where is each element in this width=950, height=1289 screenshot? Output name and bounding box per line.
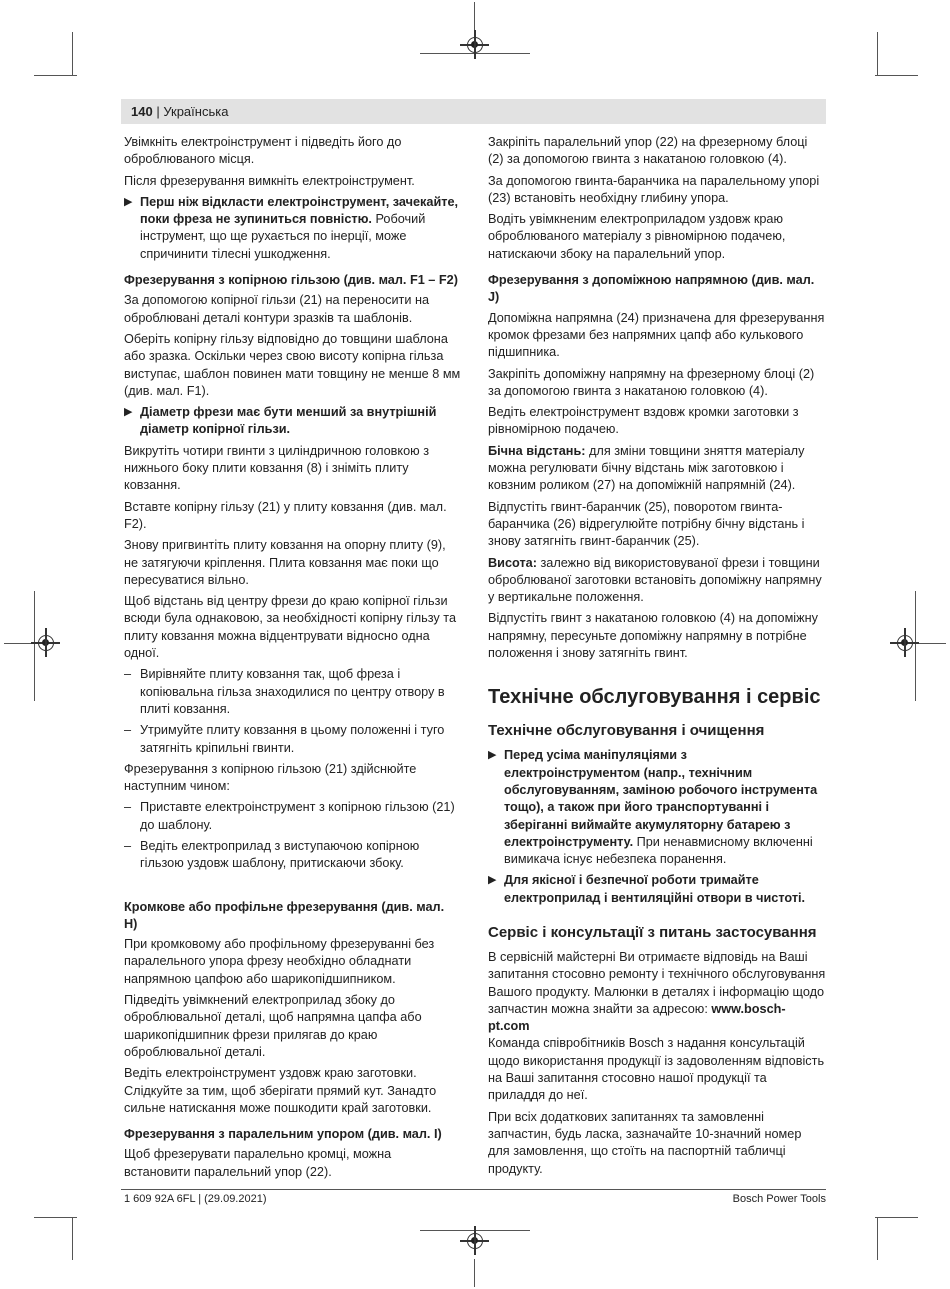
warning-item xyxy=(124,404,461,439)
crop-mark xyxy=(34,75,77,76)
paragraph: Викрутіть чотири гвинти з циліндричною головкою з нижнього боку плити ковзання (8) і зніміть плиту ковзання. xyxy=(124,443,430,493)
triangle-right-icon: ▶ xyxy=(124,195,133,208)
crop-mark xyxy=(34,591,35,701)
warning-item xyxy=(124,194,461,263)
crop-mark xyxy=(474,2,475,30)
warning-bold: Діаметр фрези має бути менший за внутрішній діаметр копірної гільзи. xyxy=(140,405,437,437)
paragraph-text: залежно від використовуваної фрези і товщини оброблюваної заготовки встановіть допоміжну напрямну у вертикальне положення. xyxy=(488,555,822,605)
crop-mark xyxy=(915,591,916,701)
paragraph: Відпустіть гвинт-баранчик (25), поворотом гвинта-баранчика (26) відрегулюйте потрібну бічну відстань і знову затягніть гвинт-баранчик (25). xyxy=(488,499,805,549)
registration-mark-icon xyxy=(467,37,483,53)
paragraph xyxy=(488,443,826,495)
footer-rule xyxy=(121,1189,826,1190)
crop-mark xyxy=(875,1217,918,1218)
crop-mark xyxy=(34,1217,77,1218)
warning-bold: Перш ніж відкласти електроінструмент, зачекайте, поки фреза не зупиниться повністю. xyxy=(140,194,459,227)
paragraph: Оберіть копірну гільзу відповідно до товщини шаблона або зразка. Оскільки через свою висоту копірна гільза виступає, шаблон повинен мати товщину не менше 8 мм (див. мал. F1). xyxy=(124,331,461,398)
side-distance-label: Бічна відстань: xyxy=(488,443,586,458)
registration-mark-icon xyxy=(38,635,54,651)
warning-text: Робочий інструмент, що ще рухається по інерції, може спричинити тілесні ушкодження. xyxy=(140,212,426,261)
dash-bullet: – xyxy=(124,838,132,853)
list-item-text: Утримуйте плиту ковзання в цьому положенні і туго затягніть кріпильні гвинти. xyxy=(140,723,445,755)
dash-bullet: – xyxy=(124,800,132,815)
dash-bullet: – xyxy=(124,723,132,738)
crop-mark xyxy=(918,643,946,644)
crop-mark xyxy=(72,1217,73,1260)
list-item xyxy=(124,799,461,834)
section-heading: Фрезерування з копірною гільзою (див. мал. F1 – F2) xyxy=(124,273,458,288)
crop-mark xyxy=(877,32,878,75)
paragraph: Щоб відстань від центру фрези до краю копірної гільзи всюди була однаковою, за необхідності копірну гільзу та плиту ковзання можна відцентрувати відносно одна одної. xyxy=(124,594,457,661)
footer-brand: Bosch Power Tools xyxy=(732,1193,826,1205)
crop-mark xyxy=(875,75,918,76)
height-label: Висота: xyxy=(488,555,537,570)
paragraph: Ведіть електроінструмент уздовж краю заготовки. Слідкуйте за тим, щоб зберігати прямий кут. Занадто сильне натискання може пошкодити край заготовки. xyxy=(124,1066,437,1115)
paragraph: При всіх додаткових запитаннях та замовленні запчастин, будь ласка, зазначайте 10‑значний номер для замовлення, що стоїть на паспортній табличці продукту. xyxy=(488,1109,802,1176)
paragraph: Закріпіть допоміжну напрямну на фрезерному блоці (2) за допомогою гвинта з накатаною головкою (4). xyxy=(488,366,815,398)
warning-text: При ненавмисному включенні вимикача існує небезпека поранення. xyxy=(504,834,813,867)
header-language: Українська xyxy=(163,104,229,119)
paragraph: Ведіть електроінструмент вздовж кромки заготовки з рівномірною подачею. xyxy=(488,405,799,437)
list-item xyxy=(124,838,461,873)
triangle-right-icon: ▶ xyxy=(488,749,497,762)
crop-mark xyxy=(72,32,73,75)
paragraph: Щоб фрезерувати паралельно кромці, можна встановити паралельний упор (22). xyxy=(124,1147,392,1179)
list-item-text: Приставте електроінструмент з копірною гільзою (21) до шаблону. xyxy=(140,800,455,832)
paragraph: За допомогою копірної гільзи (21) на переносити на оброблювані деталі контури зразків та шаблонів. xyxy=(124,293,430,325)
warning-bold: Перед усіма маніпуляціями з електроінструментом (напр., технічним обслуговуванням, заміною робочого інструмента тощо), а також при його транспортуванні і зберіганні виймайте акумуляторну батарею з електроінструменту. xyxy=(504,748,818,849)
paragraph: Підведіть увімкнений електроприлад збоку до оброблювальної деталі, щоб напрямна цапфа або шарикопідшипник фрези прилягав до краю оброблювальної деталі. xyxy=(124,993,422,1059)
warning-item xyxy=(488,872,826,907)
list-item-text: Ведіть електроприлад з виступаючою копірною гільзою уздовж шаблону, притискаючи збоку. xyxy=(140,838,420,871)
paragraph: Після фрезерування вимкніть електроінструмент. xyxy=(124,173,415,188)
paragraph: Знову пригвинтіть плиту ковзання на опорну плиту (9), не затягуючи кріплення. Плита ковзання має поки що пересуватися вільно. xyxy=(124,538,446,587)
subheading: Сервіс і консультації з питань застосування xyxy=(488,923,817,941)
footer-doc-number: 1 609 92A 6FL | (29.09.2021) xyxy=(124,1193,267,1205)
warning-bold: Для якісної і безпечної роботи тримайте електроприлад і вентиляційні отвори в чистоті. xyxy=(504,873,806,905)
list-item-text: Вирівняйте плиту ковзання так, щоб фреза і копіювальна гільза знаходилися по центру отвору в плиті ковзання. xyxy=(140,667,445,716)
paragraph xyxy=(488,949,826,1105)
dash-bullet: – xyxy=(124,667,132,682)
right-column xyxy=(488,134,826,1182)
crop-mark xyxy=(474,1259,475,1287)
paragraph: Увімкніть електроінструмент і підведіть його до оброблюваного місця. xyxy=(124,135,402,167)
left-column xyxy=(124,134,461,1185)
list-item xyxy=(124,722,461,757)
paragraph: Відпустіть гвинт з накатаною головкою (4) на допоміжну напрямну, пересуньте допоміжну напрямну в потрібне положення і знову затягніть гвинт. xyxy=(488,611,818,661)
paragraph-text: В сервісній майстерні Ви отримаєте відповідь на Ваші запитання стосовно ремонту і технічного обслуговування Вашого продукту. Малюнки в деталях і інформацію щодо запчастин можна знайти за адресою: xyxy=(488,949,826,1016)
section-heading: Фрезерування з паралельним упором (див. мал. I) xyxy=(124,1127,442,1142)
triangle-right-icon: ▶ xyxy=(124,406,133,419)
page-header xyxy=(121,99,826,124)
paragraph: Водіть увімкненим електроприладом уздовж краю оброблюваного матеріалу з рівномірною подачею, натискаючи збоку на паралельний упор. xyxy=(488,212,786,261)
paragraph-text: Команда співробітників Bosch з надання консультацій щодо використання продукції із задоволенням відповість на Ваші запитання стосовно нашої продукції та приладдя до неї. xyxy=(488,1036,825,1103)
crop-mark xyxy=(4,643,32,644)
paragraph: Допоміжна напрямна (24) призначена для фрезерування кромок фрезами без напрямних цапф або кулькового підшипника. xyxy=(488,310,825,360)
paragraph: Фрезерування з копірною гільзою (21) здійснюйте наступним чином: xyxy=(124,761,417,794)
subheading: Технічне обслуговування і очищення xyxy=(488,722,765,740)
header-separator: | xyxy=(156,104,160,119)
paragraph: Закріпіть паралельний упор (22) на фрезерному блоці (2) за допомогою гвинта з накатаною головкою (4). xyxy=(488,135,808,167)
registration-mark-icon xyxy=(897,635,913,651)
crop-mark xyxy=(877,1217,878,1260)
page-number: 140 xyxy=(131,104,153,119)
website-link[interactable]: www.bosch-pt.com xyxy=(488,1001,786,1034)
list-item xyxy=(124,666,461,718)
paragraph: При кромковому або профільному фрезеруванні без паралельного упора фрезу необхідно обладнати напрямною цапфою або шарикопідшипником. xyxy=(124,937,435,986)
triangle-right-icon: ▶ xyxy=(488,874,497,887)
section-heading: Фрезерування з допоміжною напрямною (див. мал. J) xyxy=(488,273,815,305)
paragraph: За допомогою гвинта-баранчика на паралельному упорі (23) встановіть необхідну глибину упора. xyxy=(488,173,820,205)
chapter-heading: Технічне обслуговування і сервіс xyxy=(488,686,821,709)
paragraph xyxy=(488,555,826,607)
paragraph: Вставте копірну гільзу (21) у плиту ковзання (див. мал. F2). xyxy=(124,499,447,531)
warning-item xyxy=(488,747,826,868)
paragraph-text: для зміни товщини зняття матеріалу можна регулювати бічну відстань між заготовкою і ковзним роликом (27) на допоміжній напрямній (24). xyxy=(488,443,805,493)
section-heading: Кромкове або профільне фрезерування (див. мал. H) xyxy=(124,899,445,931)
registration-mark-icon xyxy=(467,1233,483,1249)
